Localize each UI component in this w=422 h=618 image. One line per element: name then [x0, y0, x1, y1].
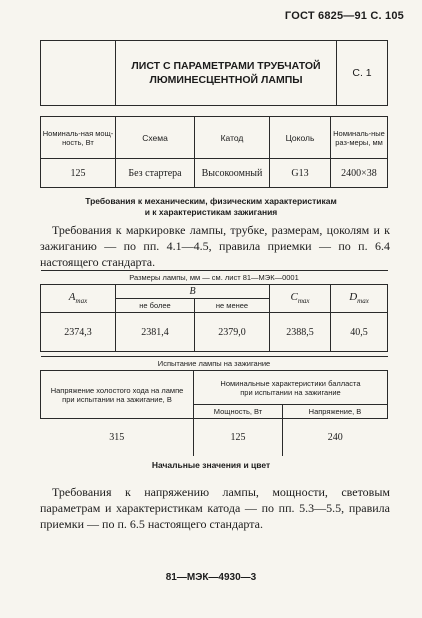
- cell-power: 125: [41, 159, 116, 188]
- header-ballast: Номинальные характеристики балласта при испытании на зажигание: [194, 371, 388, 405]
- page-header-code: ГОСТ 6825—91 С. 105: [284, 10, 404, 22]
- cell-dimensions: 2400×38: [331, 159, 388, 188]
- title-box-blank-cell: [41, 41, 116, 106]
- header-b: B: [116, 285, 270, 299]
- cell-cathode: Высокоомный: [195, 159, 270, 188]
- paragraph-marking-requirements: Требования к маркировке лампы, трубке, размерам, цоколям и к зажиганию — по пп. 4.1—4.5, правила приемки — по п. 6.4 настоящего стандарта.: [40, 223, 390, 269]
- header-b-max: не более: [116, 299, 195, 313]
- header-scheme: Схема: [116, 117, 195, 159]
- cell-b-min: 2379,0: [195, 313, 270, 352]
- title-box: [40, 40, 388, 106]
- header-ballast-power: Мощность, Вт: [194, 405, 283, 419]
- cell-ballast-voltage: 240: [283, 419, 388, 457]
- ignition-test-table: [40, 356, 388, 456]
- dimensions-caption: Размеры лампы, мм — см. лист 81—МЭК—0001: [41, 271, 388, 285]
- cell-base: G13: [270, 159, 331, 188]
- cell-c-max: 2388,5: [270, 313, 331, 352]
- cell-scheme: Без стартера: [116, 159, 195, 188]
- section-mechanical-title: [0, 196, 422, 218]
- cell-open-circuit-voltage: 315: [41, 419, 194, 457]
- header-a-max: $A_{max}$: [41, 285, 116, 313]
- header-open-circuit-voltage: Напряжение холостого хода на лампе при испытании на зажигание, В: [41, 371, 194, 419]
- cell-a-max: 2374,3: [41, 313, 116, 352]
- header-b-min: не менее: [195, 299, 270, 313]
- sheet-number: С. 1: [337, 41, 388, 106]
- sheet-title: [116, 41, 337, 106]
- header-power: Номиналь-ная мощ-ность, Вт: [41, 117, 116, 159]
- section-mechanical-line2: и к характеристикам зажигания: [144, 207, 278, 217]
- header-ballast-voltage: Напряжение, В: [283, 405, 388, 419]
- sheet-title-line1: ЛИСТ С ПАРАМЕТРАМИ ТРУБЧАТОЙ: [131, 60, 321, 72]
- header-d-max: $D_{max}$: [331, 285, 388, 313]
- cell-b-max: 2381,4: [116, 313, 195, 352]
- page-footer-code: 81—МЭК—4930—3: [165, 572, 257, 583]
- section-initial-title: Начальные значения и цвет: [151, 460, 271, 470]
- paragraph-initial-values: Требования к напряжению лампы, мощности, световым параметрам и характеристикам катода — по пп. 5.3—5.5, правила приемки — по п. 6.5 настоящего стандарта.: [40, 485, 390, 531]
- lamp-dimensions-table: [40, 270, 388, 352]
- cell-ballast-power: 125: [194, 419, 283, 457]
- header-dimensions: Номиналь-ные раз-меры, мм: [331, 117, 388, 159]
- header-base: Цоколь: [270, 117, 331, 159]
- ignition-caption: Испытание лампы на зажигание: [41, 357, 388, 371]
- section-mechanical-line1: Требования к механическим, физическим характеристикам: [85, 196, 337, 206]
- lamp-parameters-table: [40, 116, 388, 188]
- header-c-max: $C_{max}$: [270, 285, 331, 313]
- cell-d-max: 40,5: [331, 313, 388, 352]
- sheet-title-line2: ЛЮМИНЕСЦЕНТНОЙ ЛАМПЫ: [149, 74, 303, 86]
- header-cathode: Катод: [195, 117, 270, 159]
